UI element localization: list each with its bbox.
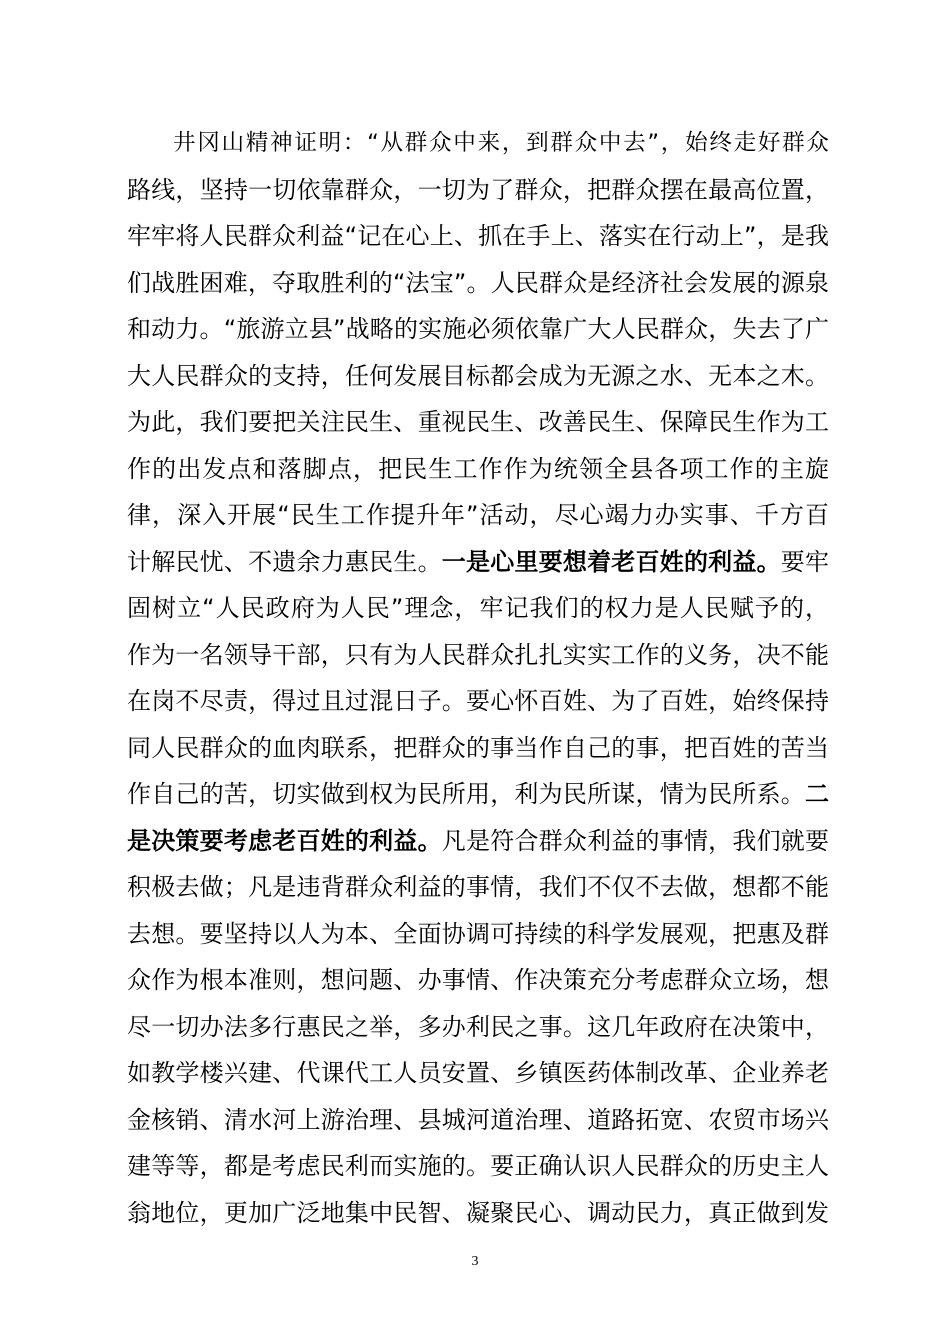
body-text xyxy=(127,120,829,1236)
text-line xyxy=(127,585,829,632)
text-segment: 作自己的苦，切实做到权为民所用，利为民所谋，情为民所系。 xyxy=(127,780,805,808)
text-line xyxy=(127,911,829,958)
text-line xyxy=(127,678,829,725)
text-line xyxy=(127,260,829,307)
text-segment: 计解民忧、不遗余力惠民生。 xyxy=(127,547,442,576)
text-segment: 去想。要坚持以人为本、全面协调可持续的科学发展观，把惠及群 xyxy=(127,919,829,948)
text-line xyxy=(127,399,829,446)
text-segment: 牢牢将人民群众利益“记在心上、抓在手上、落实在行动上”，是我 xyxy=(127,222,829,250)
page-number: 3 xyxy=(471,1254,479,1269)
text-line xyxy=(127,957,829,1004)
text-segment: 大人民群众的支持，任何发展目标都会成为无源之水、无本之木。 xyxy=(127,361,829,390)
text-line xyxy=(127,539,829,586)
text-segment: 们战胜困难，夺取胜利的“法宝”。人民群众是经济社会发展的源泉 xyxy=(127,268,829,297)
text-line xyxy=(127,306,829,353)
text-segment: 尽一切办法多行惠民之举，多办利民之事。这几年政府在决策中， xyxy=(127,1012,829,1041)
text-line xyxy=(127,1097,829,1144)
text-line xyxy=(127,725,829,772)
text-segment: 翁地位，更加广泛地集中民智、凝聚民心、调动民力，真正做到发 xyxy=(127,1198,829,1227)
text-line xyxy=(127,492,829,539)
text-segment: 金核销、清水河上游治理、县城河道治理、道路拓宽、农贸市场兴 xyxy=(127,1105,829,1134)
text-line xyxy=(127,864,829,911)
text-segment: 凡是符合群众利益的事情，我们就要 xyxy=(441,826,830,855)
text-segment: 井冈山精神证明：“从群众中来，到群众中去”，始终走好群众 xyxy=(173,130,829,156)
text-line xyxy=(127,771,829,818)
text-segment: 为此，我们要把关注民生、重视民生、改善民生、保障民生作为工 xyxy=(127,408,829,436)
bold-heading-text: 二 xyxy=(805,780,829,808)
text-line xyxy=(127,446,829,493)
text-segment: 众作为根本准则，想问题、办事情、作决策充分考虑群众立场，想 xyxy=(127,966,829,994)
text-segment: 律，深入开展“民生工作提升年”活动，尽心竭力办实事、千方百 xyxy=(127,501,829,529)
text-segment: 如教学楼兴建、代课代工人员安置、乡镇医药体制改革、企业养老 xyxy=(127,1059,829,1087)
text-segment: 同人民群众的血肉联系，把群众的事当作自己的事，把百姓的苦当 xyxy=(127,733,829,762)
text-line xyxy=(127,1050,829,1097)
text-segment: 作的出发点和落脚点，把民生工作作为统领全县各项工作的主旋 xyxy=(127,454,829,483)
text-segment: 和动力。“旅游立县”战略的实施必须依靠广大人民群众，失去了广 xyxy=(127,315,829,343)
text-segment: 在岗不尽责，得过且过混日子。要心怀百姓、为了百姓，始终保持 xyxy=(127,687,829,715)
text-line xyxy=(127,213,829,260)
text-line xyxy=(127,632,829,679)
text-segment: 积极去做；凡是违背群众利益的事情，我们不仅不去做，想都不能 xyxy=(127,873,829,901)
text-segment: 作为一名领导干部，只有为人民群众扎扎实实工作的义务，决不能 xyxy=(127,640,829,669)
text-line xyxy=(127,167,829,214)
bold-heading-text: 一是心里要想着老百姓的利益。 xyxy=(441,547,781,576)
text-segment: 路线，坚持一切依靠群众，一切为了群众，把群众摆在最高位置， xyxy=(127,175,829,204)
text-line xyxy=(127,1143,829,1190)
text-segment: 要牢 xyxy=(780,547,830,576)
text-line xyxy=(127,1004,829,1051)
text-segment: 固树立“人民政府为人民”理念，牢记我们的权力是人民赋予的， xyxy=(127,594,829,622)
text-segment: 建等等，都是考虑民利而实施的。要正确认识人民群众的历史主人 xyxy=(127,1152,829,1180)
text-line xyxy=(127,1190,829,1237)
text-line xyxy=(127,120,829,167)
bold-heading-text: 是决策要考虑老百姓的利益。 xyxy=(127,826,442,855)
text-line xyxy=(127,818,829,865)
text-line xyxy=(127,353,829,400)
